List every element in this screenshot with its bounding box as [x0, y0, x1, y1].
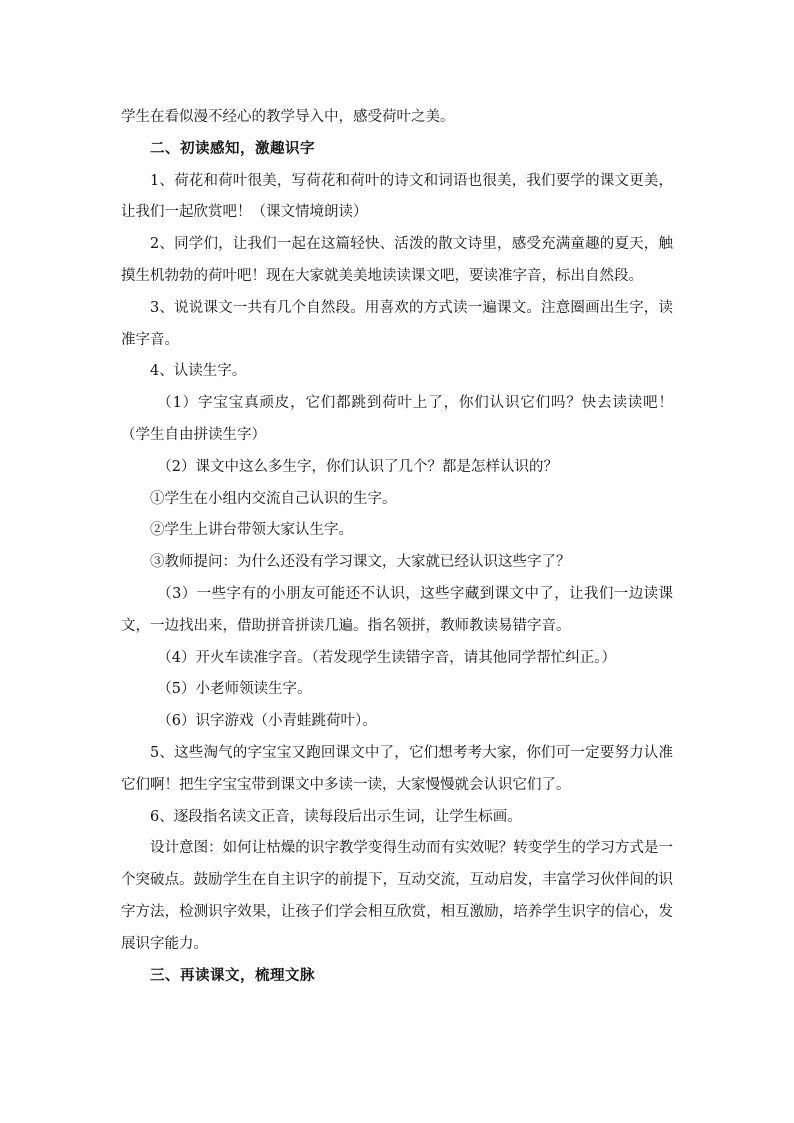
paragraph-sub-1: （1）字宝宝真顽皮，它们都跳到荷叶上了，你们认识它们吗？快去读读吧！（学生自由拼读生字）	[121, 395, 673, 443]
paragraph-circle-1: ①学生在小组内交流自己认识的生字。	[150, 490, 397, 507]
section-heading-2: 二、初读感知，激趣识字	[150, 140, 315, 157]
paragraph-step-3: 3、说说课文一共有几个自然段。用喜欢的方式读一遍课文。注意圈画出生字，读准字音。	[121, 299, 673, 348]
paragraph-step-4: 4、认读生字。	[150, 363, 247, 380]
paragraph-step-1: 1、荷花和荷叶很美，写荷花和荷叶的诗文和词语也很美，我们要学的课文更美，让我们一起欣赏吧！（课文情境朗读）	[121, 172, 673, 221]
paragraph-circle-2: ②学生上讲台带领大家认生字。	[150, 522, 353, 539]
paragraph-step-5: 5、这些淘气的字宝宝又跑回课文中了，它们想考考大家，你们可一定要努力认准它们啊！把生字宝宝带到课文中多读一读，大家慢慢就会认识它们了。	[121, 744, 673, 793]
paragraph-sub-4: （4）开火车读准字音。（若发现学生读错字音，请其他同学帮忙纠正。）	[157, 649, 616, 666]
paragraph-step-2: 2、同学们，让我们一起在这篇轻快、活泼的散文诗里，感受充满童趣的夏天，触摸生机勃勃的荷叶吧！现在大家就美美地读读课文吧，要读准字音，标出自然段。	[121, 236, 673, 284]
paragraph-step-6: 6、逐段指名读文正音，读每段后出示生词，让学生标画。	[150, 808, 522, 825]
section-heading-3: 三、再读课文，梳理文脉	[150, 967, 315, 984]
paragraph-intro-end: 学生在看似漫不经心的教学导入中，感受荷叶之美。	[121, 109, 455, 125]
paragraph-sub-2: （2）课文中这么多生字，你们认识了几个？都是怎样认识的？	[157, 458, 558, 475]
paragraph-sub-6: （6）识字游戏（小青蛙跳荷叶）。	[157, 713, 377, 730]
paragraph-sub-5: （5）小老师领读生字。	[157, 681, 312, 698]
document-body	[121, 102, 673, 992]
paragraph-design-intent: 设计意图：如何让枯燥的识字教学变得生动而有实效呢？转变学生的学习方式是一个突破点。鼓励学生在自主识字的前提下，互动交流，互动启发，丰富学习伙伴间的识字方法，检测识字效果，让孩子们学会相互欣赏，相互激励，培养学生识字的信心，发展识字能力。	[121, 840, 673, 952]
paragraph-sub-3: （3）一些字有的小朋友可能还不认识，这些字藏到课文中了，让我们一边读课文，一边找出来，借助拼音拼读几遍。指名领拼，教师教读易错字音。	[121, 585, 673, 634]
paragraph-circle-3: ③教师提问：为什么还没有学习课文，大家就已经认识这些字了？	[150, 554, 571, 571]
